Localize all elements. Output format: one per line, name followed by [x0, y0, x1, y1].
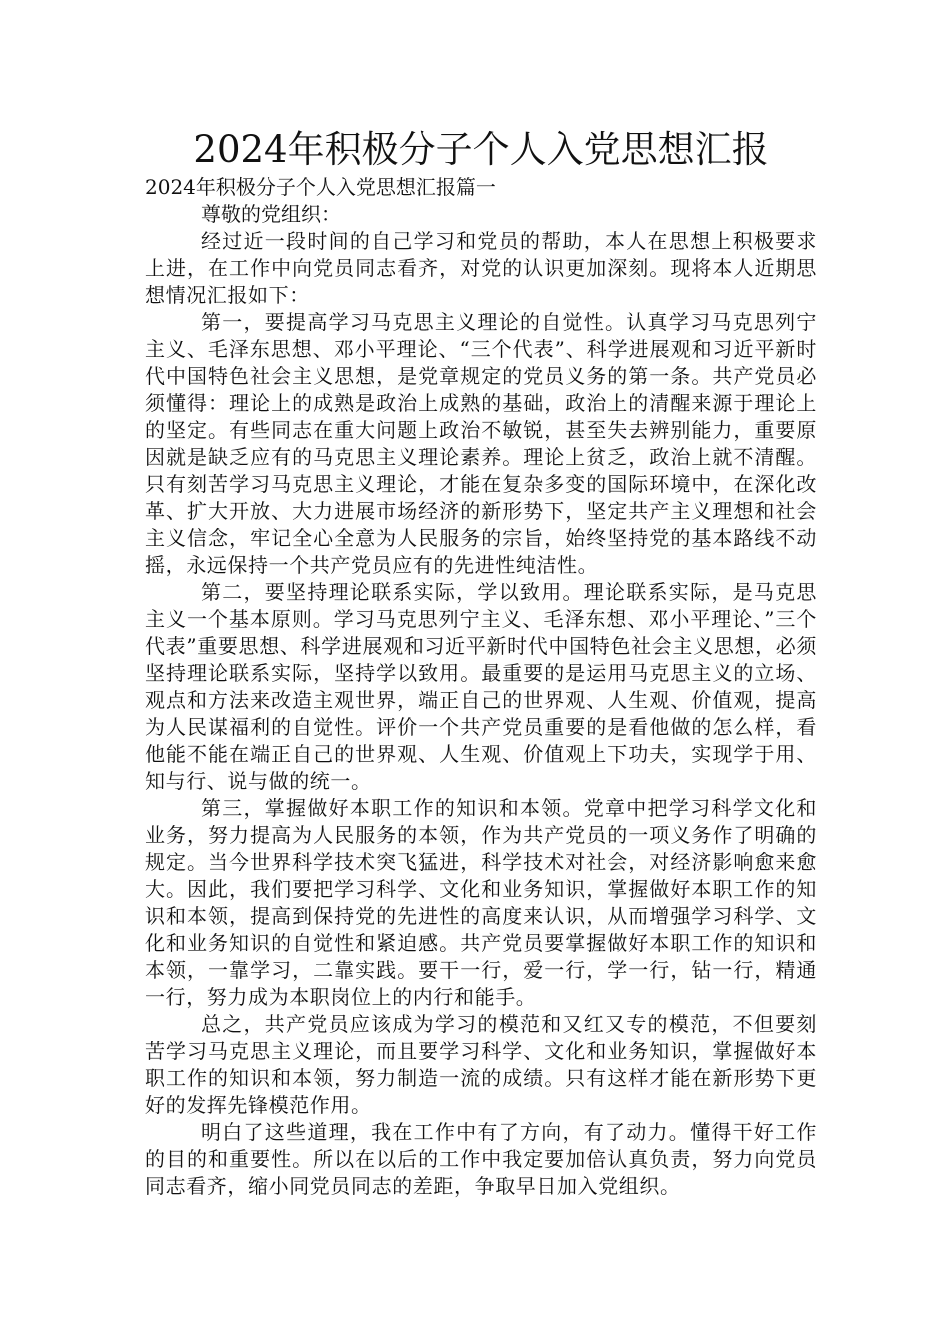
document-title: 2024年积极分子个人入党思想汇报 — [193, 128, 769, 171]
salutation: 尊敬的党组织： — [201, 202, 341, 226]
paragraph-first-point: 第一，要提高学习马克思主义理论的自觉性。认真学习马克思列宁主义、毛泽东思想、邓小平理论、“三个代表”、科学进展观和习近平新时代中国特色社会主义思想，是党章规定的党员义务的第一条。共产党员必须懂得：理论上的成熟是政治上成熟的基础，政治上的清醒来源于理论上的坚定。有些同志在重大问题上政治不敏锐，甚至失去辨别能力，重要原因就是缺乏应有的马克思主义理论素养。理论上贫乏，政治上就不清醒。只有刻苦学习马克思主义理论，才能在复杂多变的国际环境中，在深化改革、扩大开放、大力进展市场经济的新形势下，坚定共产主义理想和社会主义信念，牢记全心全意为人民服务的宗旨，始终坚持党的基本路线不动摇，永远保持一个共产党员应有的先进性纯洁性。 — [145, 310, 817, 577]
paragraph-third-point: 第三，掌握做好本职工作的知识和本领。党章中把学习科学文化和业务，努力提高为人民服务的本领，作为共产党员的一项义务作了明确的规定。当今世界科学技术突飞猛进，科学技术对社会，对经济影响愈来愈大。因此，我们要把学习科学、文化和业务知识，掌握做好本职工作的知识和本领，提高到保持党的先进性的高度来认识，从而增强学习科学、文化和业务知识的自觉性和紧迫感。共产党员要掌握做好本职工作的知识和本领，一靠学习，二靠实践。要干一行，爱一行，学一行，钻一行，精通一行，努力成为本职岗位上的内行和能手。 — [145, 796, 817, 1009]
paragraph-conclusion: 明白了这些道理，我在工作中有了方向，有了动力。懂得干好工作的目的和重要性。所以在以后的工作中我定要加倍认真负责，努力向党员同志看齐，缩小同党员同志的差距，争取早日加入党组织。 — [145, 1120, 817, 1198]
paragraph-intro: 经过近一段时间的自己学习和党员的帮助，本人在思想上积极要求上进，在工作中向党员同志看齐，对党的认识更加深刻。现将本人近期思想情况汇报如下： — [145, 229, 817, 307]
document-subtitle: 2024年积极分子个人入党思想汇报篇一 — [145, 175, 496, 199]
paragraph-second-point: 第二，要坚持理论联系实际，学以致用。理论联系实际，是马克思主义一个基本原则。学习马克思列宁主义、毛泽东想、邓小平理论、”三个代表”重要思想、科学进展观和习近平新时代中国特色社会主义思想，必须坚持理论联系实际，坚持学以致用。最重要的是运用马克思主义的立场、观点和方法来改造主观世界，端正自己的世界观、人生观、价值观，提高为人民谋福利的自觉性。评价一个共产党员重要的是看他做的怎么样，看他能不能在端正自己的世界观、人生观、价值观上下功夫，实现学于用、知与行、说与做的统一。 — [145, 580, 817, 793]
paragraph-summary: 总之，共产党员应该成为学习的模范和又红又专的模范，不但要刻苦学习马克思主义理论，而且要学习科学、文化和业务知识，掌握做好本职工作的知识和本领，努力制造一流的成绩。只有这样才能在新形势下更好的发挥先锋模范作用。 — [145, 1012, 817, 1117]
document-page — [145, 128, 817, 1200]
